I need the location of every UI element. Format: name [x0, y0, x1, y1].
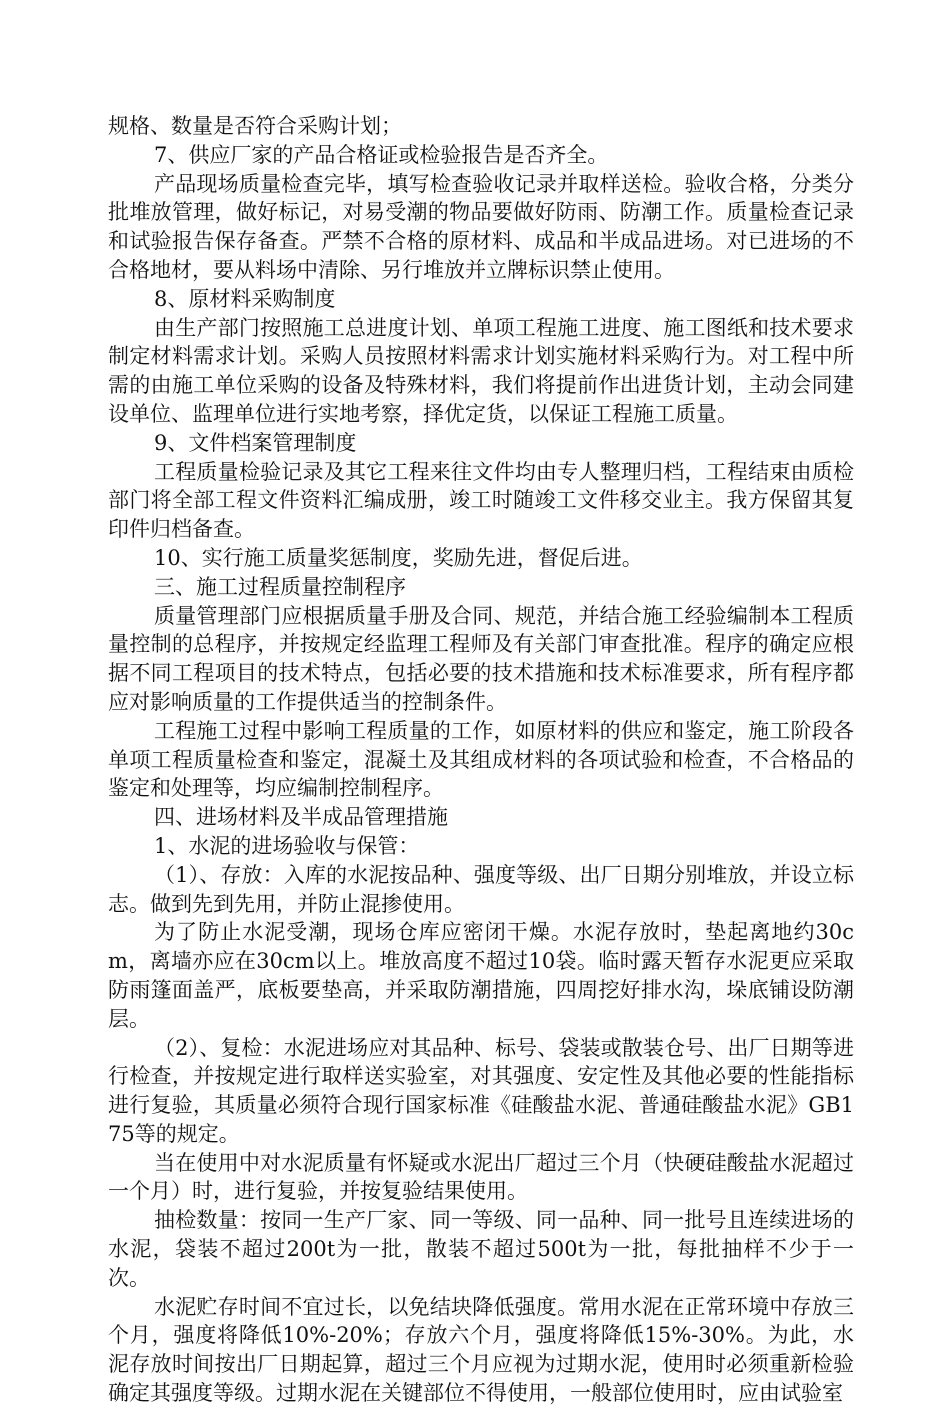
paragraph-cement-moisture: 为了防止水泥受潮，现场仓库应密闭干燥。水泥存放时，垫起离地约30cm，离墙亦应在30cm以上。堆放高度不超过10袋。临时露天暂存水泥更应采取防雨篷面盖严，底板要垫高，并采取防潮措施，四周挖好排水沟，垛底铺设防潮层。	[108, 920, 854, 1031]
heading-section-4: 四、进场材料及半成品管理措施	[154, 805, 448, 830]
paragraph-quality-program: 质量管理部门应根据质量手册及合同、规范，并结合施工经验编制本工程质量控制的总程序，并按规定经监理工程师及有关部门审查批准。程序的确定应根据不同工程项目的技术特点，包括必要的技术措施和技术标准要求，所有程序都应对影响质量的工作提供适当的控制条件。	[108, 603, 854, 714]
paragraph-item-7: 7、供应厂家的产品合格证或检验报告是否齐全。	[154, 142, 609, 167]
paragraph-cement-doubt: 当在使用中对水泥质量有怀疑或水泥出厂超过三个月（快硬硅酸盐水泥超过一个月）时，进行复验，并按复验结果使用。	[108, 1150, 854, 1204]
heading-item-9: 9、文件档案管理制度	[154, 430, 357, 455]
heading-cement: 1、水泥的进场验收与保管：	[154, 833, 420, 858]
paragraph-procurement: 由生产部门按照施工总进度计划、单项工程施工进度、施工图纸和技术要求制定材料需求计划。采购人员按照材料需求计划实施材料采购行为。对工程中所需的由施工单位采购的设备及特殊材料，我们将提前作出进货计划，主动会同建设单位、监理单位进行实地考察，择优定货，以保证工程施工质量。	[108, 315, 854, 426]
heading-section-3: 三、施工过程质量控制程序	[154, 574, 406, 599]
paragraph-cement-retest: （2）、复检：水泥进场应对其品种、标号、袋装或散装仓号、出厂日期等进行检查，并按规定进行取样送实验室，对其强度、安定性及其他必要的性能指标进行复验，其质量必须符合现行国家标准《硅酸盐水泥、普通硅酸盐水泥》GB175等的规定。	[108, 1035, 854, 1146]
paragraph-continuation: 规格、数量是否符合采购计划；	[108, 114, 402, 138]
heading-item-8: 8、原材料采购制度	[154, 286, 336, 311]
paragraph-control-procedures: 工程施工过程中影响工程质量的工作，如原材料的供应和鉴定，施工阶段各单项工程质量检查和鉴定，混凝土及其组成材料的各项试验和检查，不合格品的鉴定和处理等，均应编制控制程序。	[108, 718, 854, 801]
paragraph-onsite-inspection: 产品现场质量检查完毕，填写检查验收记录并取样送检。验收合格，分类分批堆放管理，做好标记，对易受潮的物品要做好防雨、防潮工作。质量检查记录和试验报告保存备查。严禁不合格的原材料、成品和半成品进场。对已进场的不合格地材，要从料场中清除、另行堆放并立牌标识禁止使用。	[108, 171, 854, 282]
paragraph-cement-storage: （1）、存放：入库的水泥按品种、强度等级、出厂日期分别堆放，并设立标志。做到先到先用，并防止混掺使用。	[108, 862, 854, 916]
document-body	[108, 112, 854, 1408]
paragraph-sampling-quantity: 抽检数量：按同一生产厂家、同一等级、同一品种、同一批号且连续进场的水泥，袋装不超过200t为一批，散装不超过500t为一批，每批抽样不少于一次。	[108, 1208, 854, 1290]
paragraph-archives: 工程质量检验记录及其它工程来往文件均由专人整理归档，工程结束由质检部门将全部工程文件资料汇编成册，竣工时随竣工文件移交业主。我方保留其复印件归档备查。	[108, 459, 854, 542]
paragraph-item-10: 10、实行施工质量奖惩制度，奖励先进，督促后进。	[154, 545, 643, 570]
paragraph-storage-time: 水泥贮存时间不宜过长，以免结块降低强度。常用水泥在正常环境中存放三个月，强度将降低10%-20%；存放六个月，强度将降低15%-30%。为此，水泥存放时间按出厂日期起算，超过三个月应视为过期水泥，使用时必须重新检验确定其强度等级。过期水泥在关键部位不得使用，一般部位使用时，应由试验室	[108, 1294, 854, 1406]
